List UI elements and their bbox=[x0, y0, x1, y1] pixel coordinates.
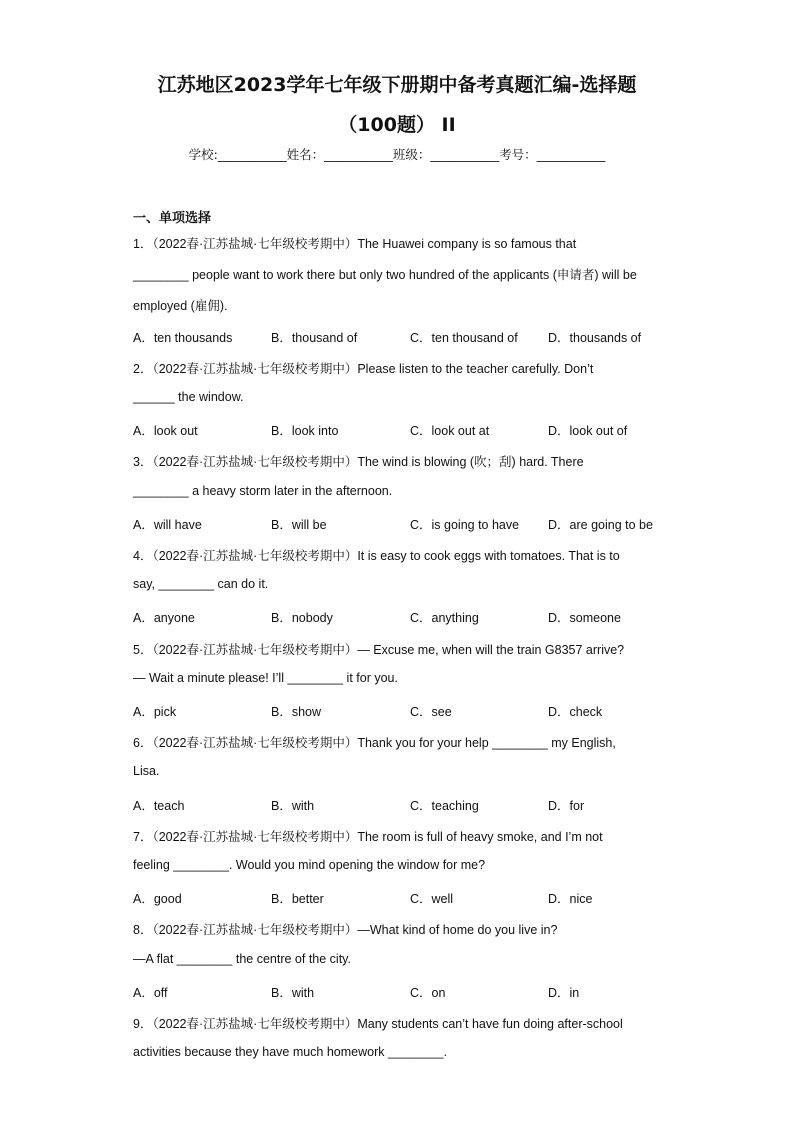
option-a: A．anyone bbox=[133, 611, 195, 626]
option-d: D．thousands of bbox=[548, 330, 642, 345]
question-3-line: 3．（2022春·江苏盐城·七年级校考期中）The wind is blowing (吹；刮) hard. There bbox=[133, 455, 584, 470]
option-a: A．good bbox=[133, 892, 182, 907]
question-5-line: — Wait a minute please! I’ll ________ it for you. bbox=[133, 670, 398, 685]
question-1-line: 1．（2022春·江苏盐城·七年级校考期中）The Huawei company is so famous that bbox=[133, 237, 577, 251]
question-4-line: say, ________ can do it. bbox=[133, 577, 269, 592]
option-d: D．nice bbox=[548, 892, 593, 907]
option-b: B．thousand of bbox=[271, 330, 358, 345]
option-a: A．pick bbox=[133, 705, 177, 719]
question-2-line: 2．（2022春·江苏盐城·七年级校考期中）Please listen to the teacher carefully. Don’t bbox=[133, 361, 594, 376]
option-a: A．off bbox=[133, 985, 168, 1000]
option-c: C．on bbox=[410, 985, 446, 1000]
option-d: D．look out of bbox=[548, 424, 628, 439]
option-d: D．in bbox=[548, 985, 580, 1000]
option-c: C．teaching bbox=[410, 798, 479, 813]
question-3-line: ________ a heavy storm later in the afternoon. bbox=[133, 483, 393, 498]
question-8-line: 8．（2022春·江苏盐城·七年级校考期中）—What kind of home do you live in? bbox=[133, 923, 558, 938]
option-b: B．will be bbox=[271, 517, 327, 532]
question-9-line: 9．（2022春·江苏盐城·七年级校考期中）Many students can’t have fun doing after-school bbox=[133, 1017, 623, 1031]
question-4-line: 4．（2022春·江苏盐城·七年级校考期中）It is easy to cook eggs with tomatoes. That is to bbox=[133, 549, 620, 563]
option-b: B．nobody bbox=[271, 611, 333, 626]
question-7-line: 7．（2022春·江苏盐城·七年级校考期中）The room is full of heavy smoke, and I’m not bbox=[133, 829, 603, 844]
student-info-line: 学校:___________姓名：___________班级：___________考号：___________ bbox=[188, 147, 606, 162]
question-5-line: 5．（2022春·江苏盐城·七年级校考期中）— Excuse me, when will the train G8357 arrive? bbox=[133, 642, 625, 657]
option-c: C．well bbox=[410, 892, 454, 907]
option-c: C．see bbox=[410, 705, 452, 719]
question-1-line: ________ people want to work there but only two hundred of the applicants (申请者) will be bbox=[133, 268, 637, 283]
question-7-line: feeling ________. Would you mind opening the window for me? bbox=[133, 858, 486, 872]
option-a: A．ten thousands bbox=[133, 330, 233, 345]
option-d: D．check bbox=[548, 705, 603, 719]
option-d: D．are going to be bbox=[548, 517, 653, 532]
option-a: A．will have bbox=[133, 517, 202, 532]
option-b: B．look into bbox=[271, 424, 339, 439]
section-title: 一、单项选择 bbox=[133, 211, 212, 226]
question-9-line: activities because they have much homework ________. bbox=[133, 1045, 448, 1060]
option-c: C．is going to have bbox=[410, 517, 520, 532]
option-b: B．better bbox=[271, 892, 324, 907]
option-c: C．ten thousand of bbox=[410, 330, 518, 345]
option-b: B．with bbox=[271, 798, 315, 813]
question-2-line: ______ the window. bbox=[133, 390, 244, 404]
document-subtitle: （100题） II bbox=[338, 114, 456, 136]
question-6-line: 6．（2022春·江苏盐城·七年级校考期中）Thank you for your help ________ my English, bbox=[133, 736, 616, 751]
option-b: B．with bbox=[271, 985, 315, 1000]
question-8-line: —A flat ________ the centre of the city. bbox=[133, 951, 351, 966]
question-6-line: Lisa. bbox=[133, 764, 160, 779]
option-c: C．anything bbox=[410, 611, 479, 626]
option-a: A．look out bbox=[133, 424, 198, 439]
question-1-line: employed (雇佣). bbox=[133, 299, 228, 314]
document-title: 江苏地区2023学年七年级下册期中备考真题汇编-选择题 bbox=[157, 74, 637, 96]
option-b: B．show bbox=[271, 705, 322, 719]
option-c: C．look out at bbox=[410, 424, 490, 439]
option-a: A．teach bbox=[133, 798, 185, 813]
option-d: D．someone bbox=[548, 611, 621, 626]
option-d: D．for bbox=[548, 798, 585, 813]
